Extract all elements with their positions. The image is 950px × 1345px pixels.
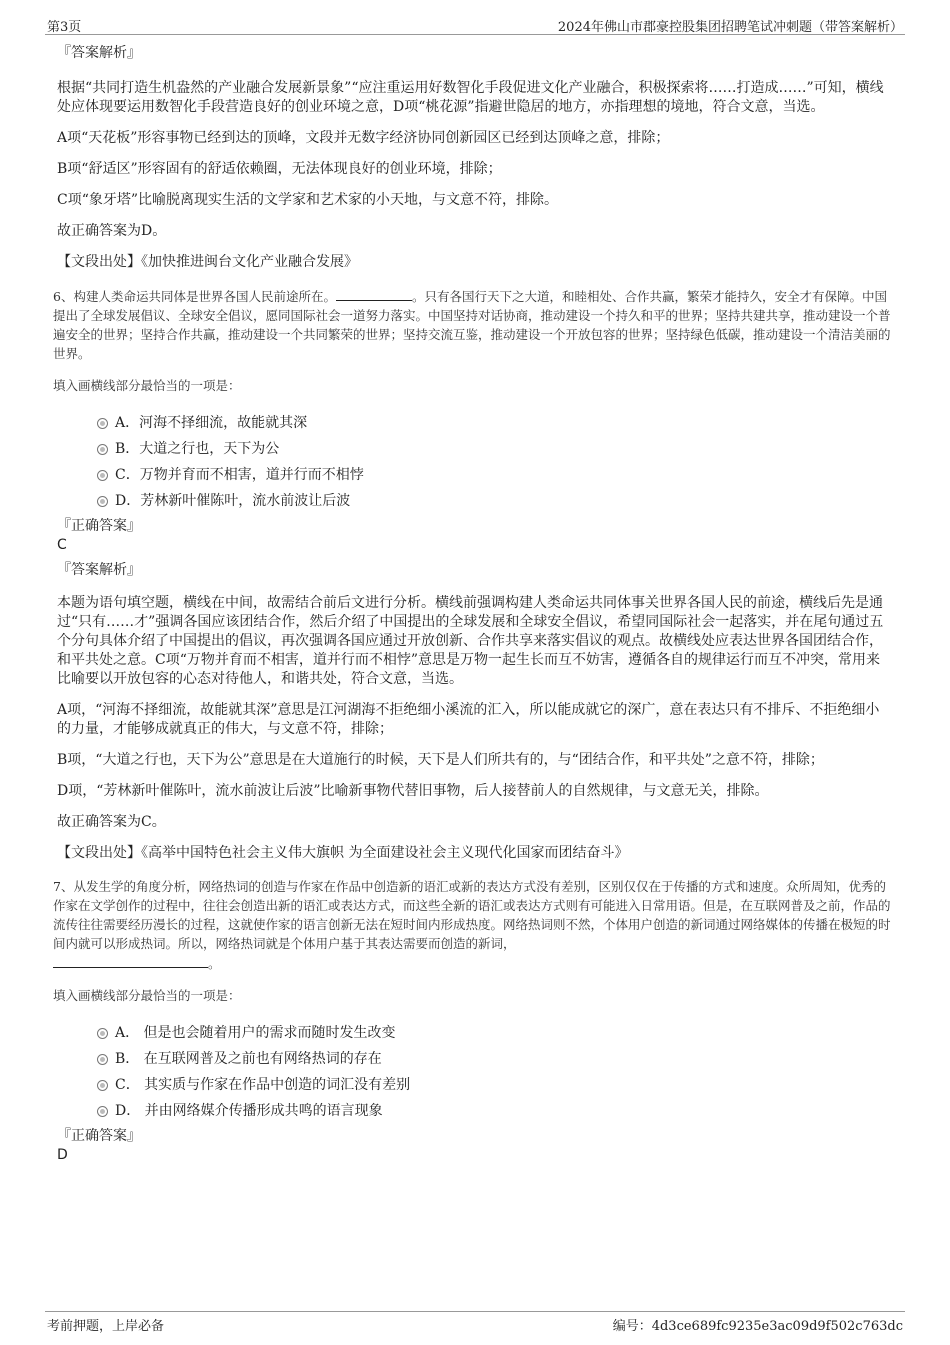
- analysis-6-para-3: B项，“大道之行也，天下为公”意思是在大道施行的时候，天下是人们所共有的，与“团结合作，和平共处”之意不符，排除；: [57, 752, 824, 768]
- fill-blank: [53, 953, 208, 968]
- option-7-b[interactable]: [97, 1047, 893, 1073]
- page-number: 第3页: [47, 20, 82, 35]
- fill-blank: [336, 286, 412, 301]
- page-content: [53, 44, 893, 1171]
- analysis-6-para-4: D项，“芳林新叶催陈叶，流水前波让后波”比喻新事物代替旧事物，后人接替前人的自然规律，与文意无关，排除。: [57, 783, 769, 799]
- radio-icon[interactable]: [97, 1080, 108, 1091]
- question-7-instruction: 填入画横线部分最恰当的一项是：: [53, 988, 241, 1003]
- question-7-stem: [53, 877, 893, 973]
- option-label: C．万物并育而不相害，道并行而不相悖: [115, 467, 364, 483]
- radio-icon[interactable]: [97, 1028, 108, 1039]
- analysis-5-para-2: A项“天花板”形容事物已经到达的顶峰，文段并无数字经济协同创新园区已经到达顶峰之意，排除；: [57, 130, 670, 146]
- radio-icon[interactable]: [97, 496, 108, 507]
- analysis-5-conclusion: 故正确答案为D。: [57, 223, 167, 239]
- footer-slogan: 考前押题，上岸必备: [47, 1319, 165, 1334]
- analysis-5-para-3: B项“舒适区”形容固有的舒适依赖圈，无法体现良好的创业环境，排除；: [57, 161, 502, 177]
- question-6-stem-b: 。只有各国行天下之大道，和睦相处、合作共赢，繁荣才能持久，安全才有保障。中国提出了全球发展倡议、全球安全倡议，愿同国际社会一道努力落实。中国坚持对话协商，推动建设一个持久和平的世界；坚持共建共享，推动建设一个普遍安全的世界；坚持合作共赢，推动建设一个共同繁荣的世界；坚持交流互鉴，推动建设一个开放包容的世界；坚持绿色低碳，推动建设一个清洁美丽的世界。: [53, 289, 891, 361]
- radio-icon[interactable]: [97, 1106, 108, 1117]
- radio-icon[interactable]: [97, 1054, 108, 1065]
- analysis-5-para-1: 根据“共同打造生机盎然的产业融合发展新景象”“应注重运用好数智化手段促进文化产业融合，积极探索将……打造成……”可知，横线处应体现要运用数智化手段营造良好的创业环境之意，D项“桃花源”指避世隐居的地方，亦指理想的境地，符合文意，当选。: [57, 80, 884, 115]
- document-title: 2024年佛山市郡豪控股集团招聘笔试冲刺题（带答案解析）: [557, 20, 903, 35]
- radio-icon[interactable]: [97, 444, 108, 455]
- radio-icon[interactable]: [97, 418, 108, 429]
- option-6-d[interactable]: [97, 489, 893, 515]
- question-7-stem-end: 。: [208, 956, 221, 971]
- question-6-options: [57, 411, 893, 515]
- source-6: 【文段出处】《高举中国特色社会主义伟大旗帜 为全面建设社会主义现代化国家而团结奋斗》: [57, 845, 629, 861]
- correct-answer-7: D: [57, 1147, 68, 1163]
- question-7-stem-text: 7、从发生学的角度分析，网络热词的创造与作家在作品中创造新的语汇或新的表达方式没有差别，区别仅仅在于传播的方式和速度。众所周知，优秀的作家在文学创作的过程中，往往会创造出新的语汇或表达方式，而这些全新的语汇或表达方式则有可能进入日常用语。但是，在互联网普及之前，作品的流传往往需要经历漫长的过程，这就使作家的语言创新无法在短时间内形成热度。网络热词则不然，个体用户创造的新词通过网络媒体的传播在极短的时间内就可以形成热词。所以，网络热词就是个体用户基于其表达需要而创造的新词，: [53, 879, 891, 951]
- analysis-5-para-4: C项“象牙塔”比喻脱离现实生活的文学家和艺术家的小天地，与文意不符，排除。: [57, 192, 559, 208]
- analysis-6-para-2: A项，“河海不择细流，故能就其深”意思是江河湖海不拒绝细小溪流的汇入，所以能成就它的深广，意在表达只有不排斥、不拒绝细小的力量，才能够成就真正的伟大，与文意不符，排除；: [57, 702, 880, 737]
- option-6-b[interactable]: [97, 437, 893, 463]
- source-5: 【文段出处】《加快推进闽台文化产业融合发展》: [57, 254, 358, 270]
- option-label: D．芳林新叶催陈叶，流水前波让后波: [115, 493, 351, 509]
- analysis-label-6: 『答案解析』: [57, 562, 141, 578]
- option-6-c[interactable]: [97, 463, 893, 489]
- option-7-d[interactable]: [97, 1099, 893, 1125]
- correct-answer-6: C: [57, 537, 67, 553]
- option-7-a[interactable]: [97, 1021, 893, 1047]
- option-7-c[interactable]: [97, 1073, 893, 1099]
- correct-answer-label-6: 『正确答案』: [57, 518, 141, 534]
- option-6-a[interactable]: [97, 411, 893, 437]
- analysis-label-5: 『答案解析』: [57, 45, 141, 61]
- option-label: D． 并由网络媒介传播形成共鸣的语言现象: [115, 1103, 383, 1119]
- question-7-options: [57, 1021, 893, 1125]
- page-footer: [45, 1311, 905, 1336]
- question-6-instruction: 填入画横线部分最恰当的一项是：: [53, 378, 241, 393]
- correct-answer-label-7: 『正确答案』: [57, 1128, 141, 1144]
- analysis-6-para-1: 本题为语句填空题，横线在中间，故需结合前后文进行分析。横线前强调构建人类命运共同体事关世界各国人民的前途，横线后先是通过“只有……才”强调各国应该团结合作，然后介绍了中国提出的全球发展和全球安全倡议，希望同国际社会一起落实，并在尾句通过五个分句具体介绍了中国提出的倡议，再次强调各国应通过开放创新、合作共享来落实倡议的观点。故横线处应表达世界各国团结合作，和平共处之意。C项“万物并育而不相害，道并行而不相悖”意思是万物一起生长而互不妨害，遵循各自的规律运行而互不冲突，常用来比喻要以开放包容的心态对待他人，和谐共处，符合文意，当选。: [57, 595, 884, 687]
- analysis-6-conclusion: 故正确答案为C。: [57, 814, 166, 830]
- radio-icon[interactable]: [97, 470, 108, 481]
- question-6-stem-a: 6、构建人类命运共同体是世界各国人民前途所在。: [53, 289, 336, 304]
- option-label: A． 但是也会随着用户的需求而随时发生改变: [115, 1025, 396, 1041]
- document-id: 编号：4d3ce689fc9235e3ac09d9f502c763dc: [612, 1319, 903, 1334]
- option-label: A．河海不择细流，故能就其深: [115, 415, 308, 431]
- question-6-stem: [53, 286, 893, 363]
- option-label: B．大道之行也，天下为公: [115, 441, 280, 457]
- page-header: [45, 14, 905, 35]
- option-label: C． 其实质与作家在作品中创造的词汇没有差别: [115, 1077, 411, 1093]
- option-label: B． 在互联网普及之前也有网络热词的存在: [115, 1051, 382, 1067]
